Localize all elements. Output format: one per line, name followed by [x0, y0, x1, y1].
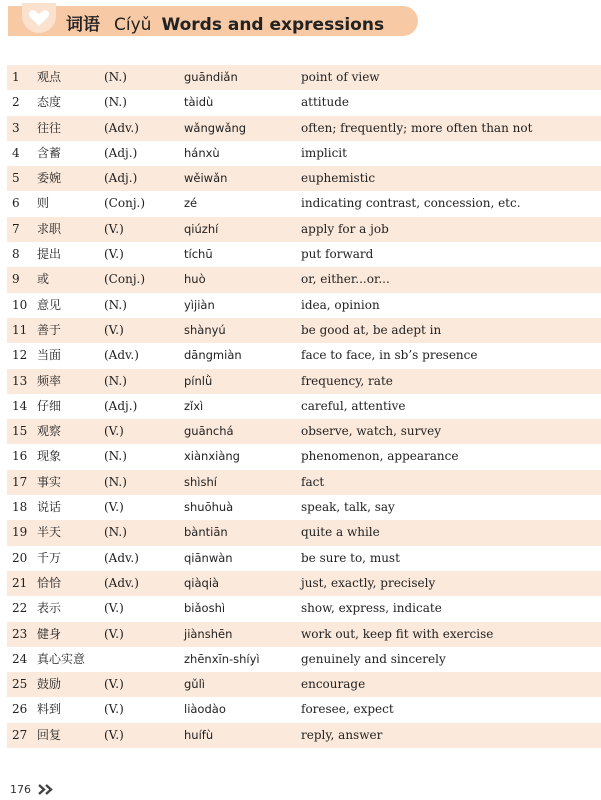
row-number: 23 — [12, 626, 28, 641]
row-meaning: point of view — [301, 70, 380, 84]
table-row — [7, 293, 601, 318]
row-part-of-speech: (N.) — [104, 70, 127, 84]
row-pinyin: qiàqià — [184, 575, 220, 590]
row-part-of-speech: (N.) — [104, 373, 127, 388]
row-part-of-speech: (V.) — [104, 626, 124, 641]
table-row — [7, 723, 601, 748]
row-number: 24 — [12, 651, 28, 666]
row-number: 18 — [12, 500, 28, 515]
table-row — [7, 444, 601, 469]
title-english: Words and expressions — [161, 15, 385, 35]
row-word: 鼓励 — [37, 677, 62, 692]
row-word: 千万 — [37, 550, 62, 565]
row-part-of-speech: (V.) — [104, 322, 124, 337]
row-word: 半天 — [37, 525, 62, 540]
row-word: 现象 — [37, 449, 62, 464]
row-meaning: work out, keep fit with exercise — [301, 626, 494, 641]
heart-icon — [28, 9, 50, 27]
table-row — [7, 267, 601, 292]
row-meaning: encourage — [301, 677, 366, 692]
row-number: 6 — [12, 196, 20, 211]
row-word: 观点 — [37, 70, 62, 84]
row-word: 料到 — [37, 702, 62, 717]
row-meaning: show, express, indicate — [301, 601, 442, 616]
double-chevron-right-icon — [38, 784, 58, 795]
row-part-of-speech: (V.) — [104, 221, 124, 236]
row-word: 含蓄 — [37, 145, 62, 160]
table-row — [7, 369, 601, 394]
row-meaning: or, either...or... — [301, 272, 390, 287]
row-number: 12 — [12, 348, 28, 363]
row-word: 说话 — [37, 500, 62, 515]
table-row — [7, 318, 601, 343]
table-row — [7, 647, 601, 672]
row-pinyin: jiànshēn — [184, 626, 233, 641]
row-word: 恰恰 — [37, 575, 62, 590]
table-row — [7, 622, 601, 647]
row-pinyin: wěiwǎn — [184, 171, 228, 186]
row-part-of-speech: (Adj.) — [104, 145, 138, 160]
row-part-of-speech: (N.) — [104, 449, 127, 464]
row-meaning: just, exactly, precisely — [301, 575, 436, 590]
row-pinyin: biǎoshì — [184, 601, 226, 616]
row-pinyin: dāngmiàn — [184, 348, 242, 363]
row-number: 26 — [12, 702, 28, 717]
table-row — [7, 394, 601, 419]
row-pinyin: shànyú — [184, 322, 226, 337]
heart-badge — [22, 3, 56, 33]
row-meaning: careful, attentive — [301, 398, 406, 413]
row-pinyin: tàidù — [184, 95, 214, 110]
row-part-of-speech: (V.) — [104, 247, 124, 262]
table-row — [7, 116, 601, 141]
row-number: 1 — [12, 70, 20, 84]
section-title — [66, 10, 384, 35]
row-part-of-speech: (V.) — [104, 702, 124, 717]
row-pinyin: zé — [184, 196, 198, 211]
row-part-of-speech: (Conj.) — [104, 196, 146, 211]
table-row — [7, 141, 601, 166]
row-pinyin: zǐxì — [184, 398, 204, 413]
row-meaning: be sure to, must — [301, 550, 400, 565]
row-meaning: often; frequently; more often than not — [301, 120, 533, 135]
row-meaning: indicating contrast, concession, etc. — [301, 196, 521, 211]
table-row — [7, 65, 601, 90]
row-part-of-speech: (V.) — [104, 677, 124, 692]
row-word: 提出 — [37, 247, 62, 262]
row-number: 10 — [12, 297, 28, 312]
row-pinyin: xiànxiàng — [184, 449, 240, 464]
row-number: 15 — [12, 424, 28, 439]
table-row — [7, 546, 601, 571]
row-part-of-speech: (Adv.) — [104, 348, 139, 363]
row-word: 观察 — [37, 424, 62, 439]
row-word: 真心实意 — [37, 651, 86, 666]
row-number: 7 — [12, 221, 20, 236]
row-word: 委婉 — [37, 171, 62, 186]
row-part-of-speech: (N.) — [104, 95, 127, 110]
table-row — [7, 495, 601, 520]
row-meaning: put forward — [301, 247, 374, 262]
row-pinyin: gǔlì — [184, 677, 205, 692]
title-pinyin: Cíyǔ — [114, 15, 152, 35]
row-pinyin: pínlǜ — [184, 373, 213, 388]
row-number: 19 — [12, 525, 28, 540]
row-part-of-speech: (N.) — [104, 525, 127, 540]
row-meaning: attitude — [301, 95, 349, 110]
row-pinyin: guāndiǎn — [184, 70, 238, 84]
row-word: 善于 — [37, 322, 62, 337]
row-word: 求职 — [37, 221, 62, 236]
row-meaning: frequency, rate — [301, 373, 393, 388]
row-part-of-speech: (N.) — [104, 474, 127, 489]
row-meaning: idea, opinion — [301, 297, 380, 312]
table-row — [7, 520, 601, 545]
row-number: 16 — [12, 449, 28, 464]
row-number: 17 — [12, 474, 28, 489]
row-meaning: phenomenon, appearance — [301, 449, 459, 464]
row-meaning: reply, answer — [301, 727, 383, 742]
row-pinyin: qiānwàn — [184, 550, 233, 565]
page-footer — [10, 783, 31, 796]
row-number: 3 — [12, 120, 20, 135]
row-part-of-speech: (Adv.) — [104, 550, 139, 565]
row-meaning: face to face, in sb’s presence — [301, 348, 478, 363]
row-pinyin: yìjiàn — [184, 297, 215, 312]
row-meaning: be good at, be adept in — [301, 322, 442, 337]
row-word: 意见 — [37, 297, 62, 312]
table-row — [7, 191, 601, 216]
row-meaning: speak, talk, say — [301, 500, 395, 515]
row-meaning: apply for a job — [301, 221, 389, 236]
row-word: 往往 — [37, 120, 62, 135]
row-number: 13 — [12, 373, 28, 388]
table-row — [7, 697, 601, 722]
row-pinyin: qiúzhí — [184, 221, 219, 236]
row-word: 表示 — [37, 601, 62, 616]
row-part-of-speech: (V.) — [104, 500, 124, 515]
row-number: 25 — [12, 677, 28, 692]
row-pinyin: shuōhuà — [184, 500, 234, 515]
table-row — [7, 672, 601, 697]
row-word: 健身 — [37, 626, 62, 641]
vocabulary-table — [7, 65, 601, 748]
row-word: 仔细 — [37, 398, 62, 413]
row-meaning: fact — [301, 474, 325, 489]
row-pinyin: guānchá — [184, 424, 234, 439]
row-pinyin: huífù — [184, 727, 214, 742]
row-pinyin: huò — [184, 272, 206, 287]
row-pinyin: hánxù — [184, 145, 220, 160]
table-row — [7, 166, 601, 191]
row-pinyin: bàntiān — [184, 525, 228, 540]
table-row — [7, 470, 601, 495]
row-pinyin: zhēnxīn-shíyì — [184, 651, 260, 666]
row-number: 8 — [12, 247, 20, 262]
row-number: 21 — [12, 575, 28, 590]
table-row — [7, 90, 601, 115]
row-meaning: foresee, expect — [301, 702, 394, 717]
row-pinyin: tíchū — [184, 247, 213, 262]
row-number: 5 — [12, 171, 20, 186]
row-number: 27 — [12, 727, 28, 742]
row-part-of-speech: (Adv.) — [104, 120, 139, 135]
row-word: 态度 — [37, 95, 62, 110]
page-number: 176 — [10, 783, 31, 796]
row-word: 回复 — [37, 727, 62, 742]
row-word: 当面 — [37, 348, 62, 363]
row-number: 9 — [12, 272, 20, 287]
row-part-of-speech: (Adj.) — [104, 398, 138, 413]
row-number: 2 — [12, 95, 20, 110]
row-part-of-speech: (V.) — [104, 601, 124, 616]
row-word: 或 — [37, 272, 50, 287]
row-part-of-speech: (Conj.) — [104, 272, 146, 287]
row-part-of-speech: (Adv.) — [104, 575, 139, 590]
table-row — [7, 242, 601, 267]
row-word: 则 — [37, 196, 50, 211]
row-number: 20 — [12, 550, 28, 565]
row-meaning: implicit — [301, 145, 347, 160]
row-part-of-speech: (N.) — [104, 297, 127, 312]
row-number: 14 — [12, 398, 28, 413]
table-row — [7, 571, 601, 596]
row-word: 事实 — [37, 474, 62, 489]
row-meaning: quite a while — [301, 525, 380, 540]
title-chinese: 词语 — [66, 15, 100, 35]
row-pinyin: wǎngwǎng — [184, 120, 247, 135]
table-row — [7, 217, 601, 242]
table-row — [7, 343, 601, 368]
row-meaning: euphemistic — [301, 171, 376, 186]
row-meaning: observe, watch, survey — [301, 424, 442, 439]
table-row — [7, 596, 601, 621]
row-number: 11 — [12, 322, 28, 337]
row-word: 频率 — [37, 373, 62, 388]
row-number: 4 — [12, 145, 20, 160]
table-row — [7, 419, 601, 444]
row-part-of-speech: (V.) — [104, 424, 124, 439]
row-pinyin: liàodào — [184, 702, 226, 717]
row-number: 22 — [12, 601, 28, 616]
row-pinyin: shìshí — [184, 474, 217, 489]
row-part-of-speech: (V.) — [104, 727, 124, 742]
section-header — [8, 6, 418, 36]
row-meaning: genuinely and sincerely — [301, 651, 446, 666]
row-part-of-speech: (Adj.) — [104, 171, 138, 186]
